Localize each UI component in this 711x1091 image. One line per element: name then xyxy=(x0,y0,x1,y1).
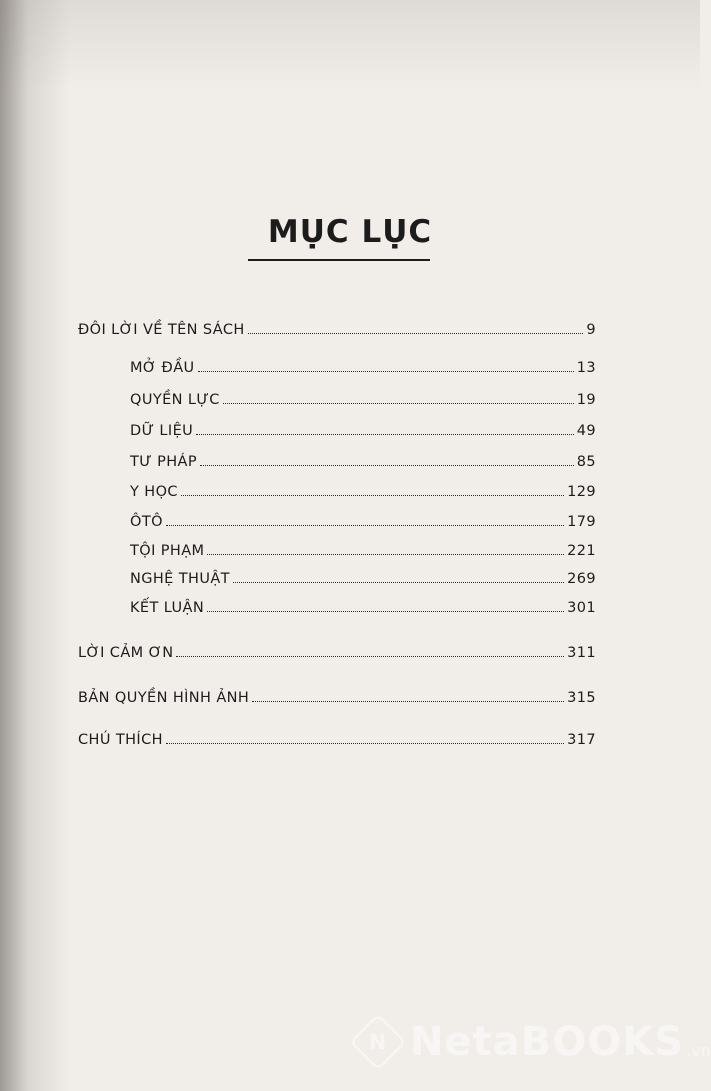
page-title: MỤC LỤC xyxy=(267,214,433,250)
toc-entry-page: 179 xyxy=(567,514,596,530)
logo-letter: N xyxy=(369,1030,387,1054)
toc-leader-dots xyxy=(200,464,574,466)
toc-entry xyxy=(130,561,596,587)
toc-entry-page: 19 xyxy=(576,392,596,408)
toc-entry-label: ĐÔI LỜI VỀ TÊN SÁCH xyxy=(78,322,245,338)
toc-entry xyxy=(130,382,596,408)
toc-entry-label: NGHỆ THUẬT xyxy=(130,571,230,587)
toc-entry-label: DỮ LIỆU xyxy=(130,423,194,439)
toc-entry-page: 129 xyxy=(567,484,596,500)
toc-entry-page: 9 xyxy=(586,322,596,338)
toc-entry-page: 301 xyxy=(567,600,596,616)
toc-entry-page: 311 xyxy=(567,645,596,661)
toc-leader-dots xyxy=(181,494,564,496)
toc-entry-label: BẢN QUYỀN HÌNH ẢNH xyxy=(78,690,250,706)
toc-entry-page: 13 xyxy=(576,360,596,376)
page-gutter-shadow xyxy=(0,0,70,1091)
toc-entry xyxy=(78,680,596,706)
toc-entry xyxy=(130,350,596,376)
toc-leader-dots xyxy=(252,700,564,702)
toc-entry-page: 221 xyxy=(567,543,596,559)
toc-leader-dots xyxy=(166,524,564,526)
watermark-domain: .vn xyxy=(686,1041,711,1060)
toc-entry xyxy=(78,635,596,661)
toc-entry-label: LỜI CẢM ƠN xyxy=(78,645,174,661)
toc-entry xyxy=(130,504,596,530)
toc-leader-dots xyxy=(207,610,564,612)
toc-entry xyxy=(78,722,596,748)
netabooks-watermark xyxy=(350,1012,711,1072)
toc-leader-dots xyxy=(223,402,574,404)
toc-entry-label: TƯ PHÁP xyxy=(130,454,198,470)
toc-entry xyxy=(130,444,596,470)
toc-leader-dots xyxy=(176,655,564,657)
toc-leader-dots xyxy=(196,433,574,435)
toc-leader-dots xyxy=(248,332,584,334)
toc-leader-dots xyxy=(198,370,574,372)
toc-entry-page: 317 xyxy=(567,732,596,748)
toc-entry xyxy=(130,590,596,616)
toc-leader-dots xyxy=(207,553,564,555)
page-top-shade xyxy=(0,0,700,90)
toc-entry-page: 49 xyxy=(576,423,596,439)
toc-entry-label: MỞ ĐẦU xyxy=(130,360,195,376)
toc-entry-label: ÔTÔ xyxy=(130,514,163,530)
toc-leader-dots xyxy=(166,742,564,744)
watermark-brand: NetaBOOKS xyxy=(410,1019,685,1065)
toc-entry-page: 315 xyxy=(567,690,596,706)
toc-entry-label: QUYỀN LỰC xyxy=(130,392,220,408)
toc-entry-page: 85 xyxy=(576,454,596,470)
toc-entry-label: CHÚ THÍCH xyxy=(78,732,163,748)
toc-entry xyxy=(130,533,596,559)
netabooks-logo-icon xyxy=(349,1013,406,1070)
toc-entry-label: TỘI PHẠM xyxy=(130,543,205,559)
title-underline xyxy=(248,259,430,261)
toc-entry xyxy=(78,312,596,338)
toc-leader-dots xyxy=(233,581,564,583)
toc-entry-label: KẾT LUẬN xyxy=(130,600,205,616)
toc-entry-label: Y HỌC xyxy=(130,484,178,500)
toc-entry-page: 269 xyxy=(567,571,596,587)
toc-entry xyxy=(130,474,596,500)
toc-entry xyxy=(130,413,596,439)
